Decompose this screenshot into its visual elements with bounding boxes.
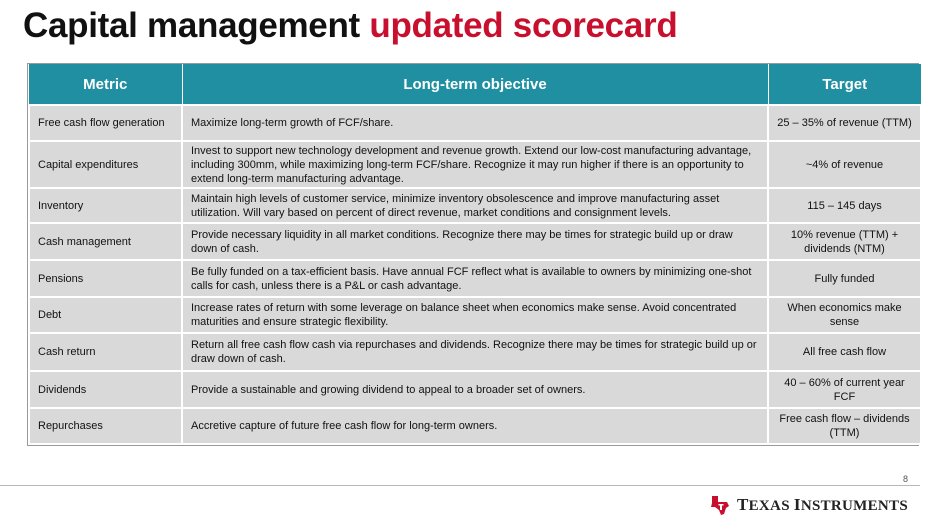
table-row xyxy=(29,223,921,260)
objective-cell: Increase rates of return with some leverage on balance sheet when economics make sense. Avoid concentrated maturities and ensure strategic flexibility. xyxy=(182,297,768,333)
metric-cell: Pensions xyxy=(29,260,182,297)
metric-cell: Dividends xyxy=(29,371,182,408)
page-title xyxy=(23,6,677,46)
target-cell: Free cash flow – dividends (TTM) xyxy=(768,408,921,444)
target-cell: All free cash flow xyxy=(768,333,921,371)
objective-cell: Return all free cash flow cash via repurchases and dividends. Recognize there may be times for strategic build up or draw down of cash. xyxy=(182,333,768,371)
target-cell: When economics make sense xyxy=(768,297,921,333)
title-main: Capital management xyxy=(23,6,360,45)
target-cell: Fully funded xyxy=(768,260,921,297)
header-target: Target xyxy=(768,64,921,105)
target-cell: 25 – 35% of revenue (TTM) xyxy=(768,105,921,141)
logo-wordmark: TEXAS INSTRUMENTS xyxy=(736,495,908,514)
metric-cell: Cash management xyxy=(29,223,182,260)
objective-cell: Provide a sustainable and growing dividend to appeal to a broader set of owners. xyxy=(182,371,768,408)
company-logo xyxy=(709,494,908,516)
table-row xyxy=(29,188,921,223)
metric-cell: Capital expenditures xyxy=(29,141,182,188)
metric-cell: Repurchases xyxy=(29,408,182,444)
objective-cell: Maintain high levels of customer service, minimize inventory obsolescence and improve manufacturing asset utilization. Will vary based on percent of direct revenue, market conditions and consignment levels. xyxy=(182,188,768,223)
target-cell: ~4% of revenue xyxy=(768,141,921,188)
table-row xyxy=(29,333,921,371)
objective-cell: Provide necessary liquidity in all market conditions. Recognize there may be times for strategic build up or draw down of cash. xyxy=(182,223,768,260)
objective-cell: Maximize long-term growth of FCF/share. xyxy=(182,105,768,141)
metric-cell: Debt xyxy=(29,297,182,333)
header-objective: Long-term objective xyxy=(182,64,768,105)
target-cell: 115 – 145 days xyxy=(768,188,921,223)
table-header-row xyxy=(29,64,921,105)
title-accent: updated scorecard xyxy=(369,6,678,45)
page-number: 8 xyxy=(902,474,908,484)
metric-cell: Inventory xyxy=(29,188,182,223)
header-metric: Metric xyxy=(29,64,182,105)
footer-divider xyxy=(0,485,920,486)
target-cell: 10% revenue (TTM) + dividends (NTM) xyxy=(768,223,921,260)
target-cell: 40 – 60% of current year FCF xyxy=(768,371,921,408)
table-row xyxy=(29,408,921,444)
objective-cell: Invest to support new technology development and revenue growth. Extend our low-cost manufacturing advantage, including 300mm, while maximizing long-term FCF/share. Recognize it may run higher if there is an opportunity to extend long-term manufacturing advantage. xyxy=(182,141,768,188)
table-row xyxy=(29,297,921,333)
table-row xyxy=(29,141,921,188)
table-row xyxy=(29,105,921,141)
metric-cell: Cash return xyxy=(29,333,182,371)
texas-state-icon xyxy=(709,494,731,516)
objective-cell: Accretive capture of future free cash flow for long-term owners. xyxy=(182,408,768,444)
objective-cell: Be fully funded on a tax-efficient basis. Have annual FCF reflect what is available to owners by minimizing one-shot calls for cash, unless there is a P&L or cash advantage. xyxy=(182,260,768,297)
table-row xyxy=(29,371,921,408)
scorecard-table xyxy=(27,63,919,446)
table-row xyxy=(29,260,921,297)
metric-cell: Free cash flow generation xyxy=(29,105,182,141)
